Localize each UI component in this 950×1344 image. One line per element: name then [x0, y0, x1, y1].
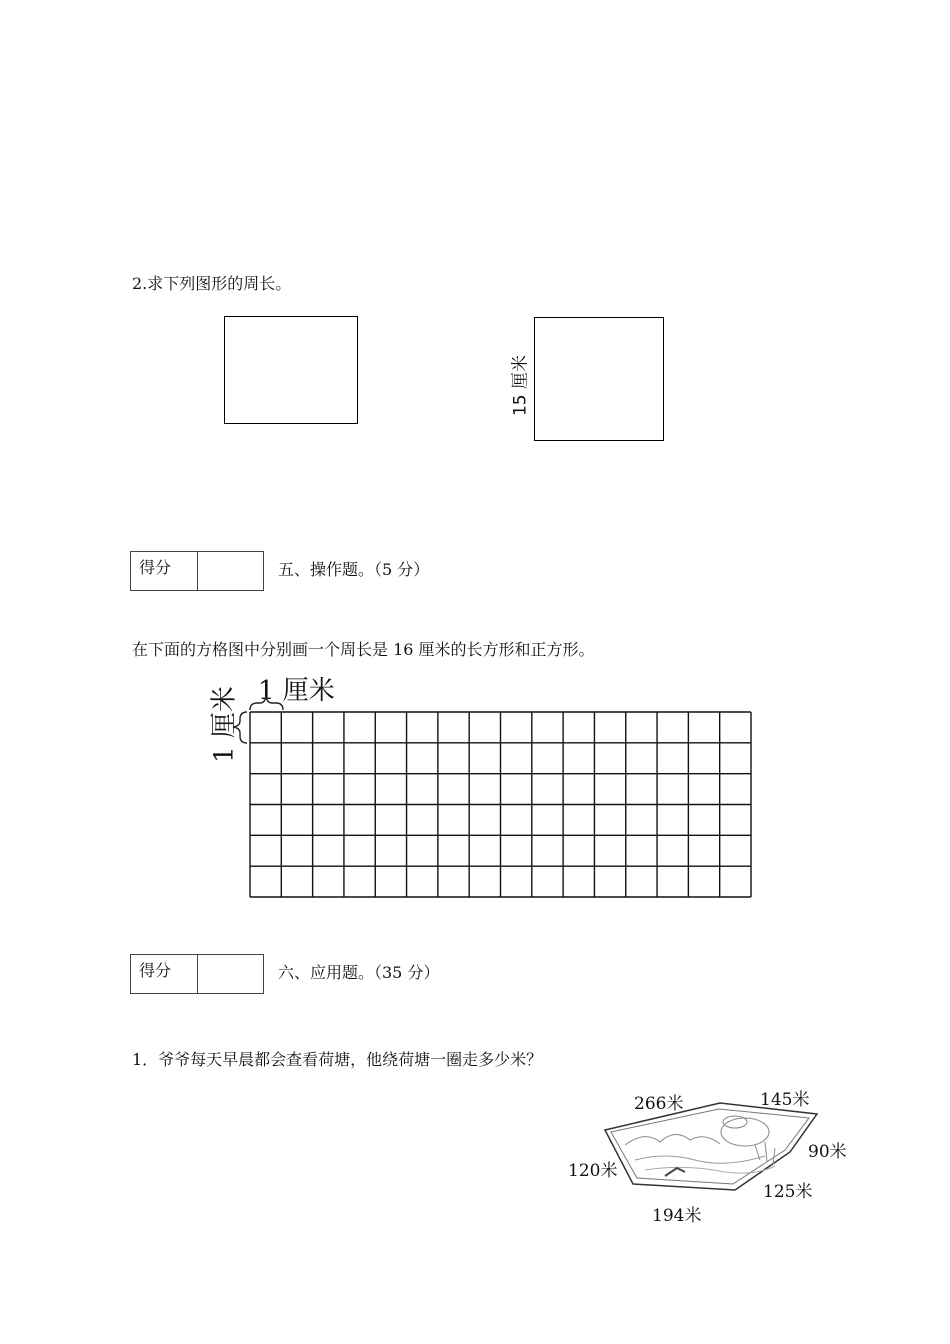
score-input-cell[interactable]: [198, 955, 263, 993]
pond-side-label: 125米: [763, 1182, 813, 1202]
square-side-label: 15 厘米: [510, 354, 531, 417]
unit-label-vertical: 1 厘米: [209, 686, 240, 763]
pond-side-label: 266米: [634, 1094, 684, 1114]
pond-side-label: 90米: [808, 1142, 847, 1162]
pond-side-label: 145米: [760, 1090, 810, 1110]
score-box-5: [130, 551, 264, 591]
score-label: 得分: [131, 552, 198, 590]
grid-diagram: [230, 690, 760, 905]
section-6-title: 六、应用题。（35 分）: [278, 963, 440, 982]
rectangle-figure: [224, 316, 358, 424]
score-box-6: [130, 954, 264, 994]
unit-label-horizontal: 1 厘米: [258, 676, 335, 706]
pond-side-label: 120米: [568, 1161, 618, 1181]
score-label: 得分: [131, 955, 198, 993]
question-6-1-text: 1．爷爷每天早晨都会查看荷塘，他绕荷塘一圈走多少米？: [132, 1050, 543, 1069]
vertical-brace: [233, 712, 247, 743]
score-input-cell[interactable]: [198, 552, 263, 590]
square-figure: [534, 317, 664, 441]
question-2-text: 2.求下列图形的周长。: [132, 274, 292, 293]
section-5-title: 五、操作题。（5 分）: [278, 560, 430, 579]
pond-side-label: 194米: [652, 1206, 702, 1226]
horizontal-brace: [250, 696, 283, 710]
section-5-instruction: 在下面的方格图中分别画一个周长是 16 厘米的长方形和正方形。: [132, 640, 595, 659]
